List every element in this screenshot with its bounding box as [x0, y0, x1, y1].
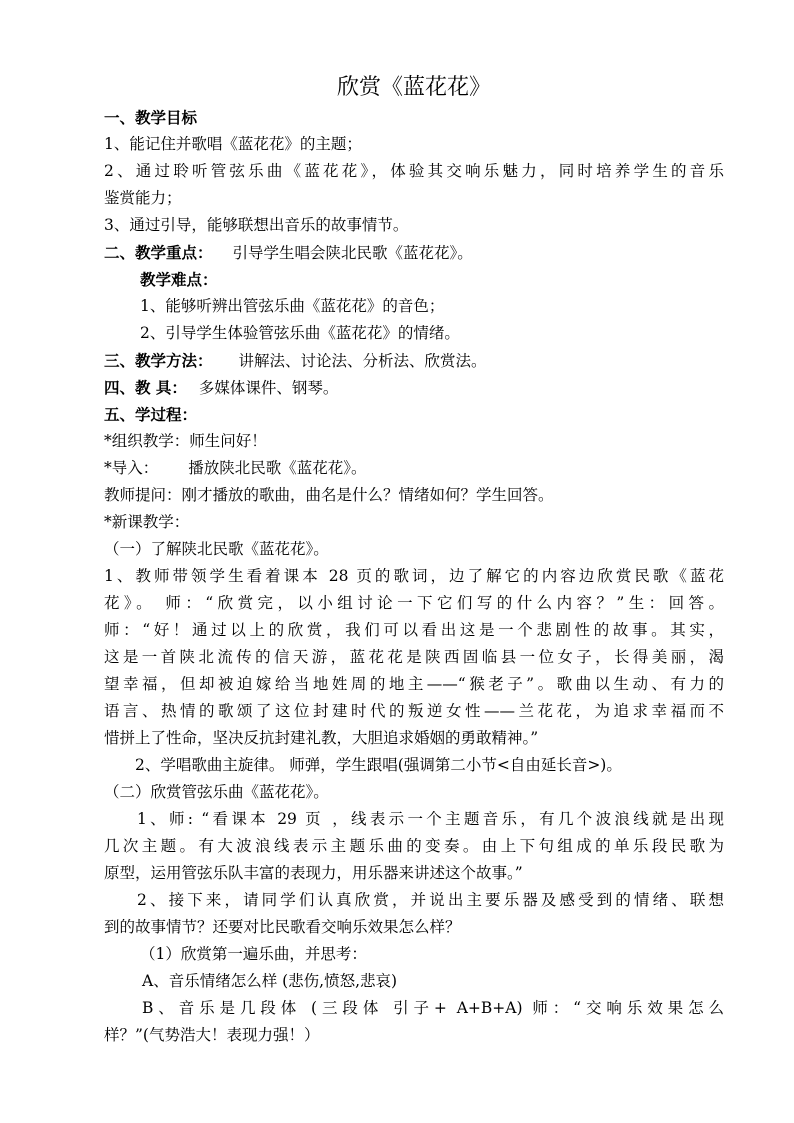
process-intro-line [104, 455, 724, 482]
section-heading-process: 五、学过程： [104, 405, 198, 424]
process-organize: *组织教学：师生问好！ [104, 432, 267, 450]
paragraph-line: 几次主题。有大波浪线表示主题乐曲的变奏。由上下句组成的单乐段民歌为 [104, 837, 724, 855]
subsection-orchestral: （二）欣赏管弦乐曲《蓝花花》。 [104, 783, 329, 801]
difficulty-item-1: 1、能够听辨出管弦乐曲《蓝花花》的音色； [140, 297, 445, 315]
sing-melody-item: 2、学唱歌曲主旋律。 师弹，学生跟唱(强调第二小节<自由延长音>)。 [135, 756, 622, 774]
document-page [104, 72, 724, 1049]
teaching-methods-line [104, 347, 724, 374]
document-title: 欣赏《蓝花花》 [336, 75, 491, 100]
paragraph-line: 惜拼上了性命，坚决反抗封建礼教，大胆追求婚姻的勇敢精神。” [104, 729, 539, 747]
paragraph-line: 语言、热情的歌颂了这位封建时代的叛逆女性——兰花花，为追求幸福而不 [104, 702, 724, 720]
paragraph-line: 2、接下来，请同学们认真欣赏，并说出主要乐器及感受到的情绪、联想 [137, 891, 724, 909]
paragraph-line: 师：“好！通过以上的欣赏，我们可以看出这是一个悲剧性的故事。其实， [104, 621, 724, 639]
question-a: A、音乐情绪怎么样 (悲伤,愤怒,悲哀) [142, 972, 398, 990]
objective-item-2: 2、通过聆听管弦乐曲《蓝花花》，体验其交响乐魅力，同时培养学生的音乐 [104, 162, 724, 180]
question-b: B、音乐是几段体 (三段体 引子+ A+B+A) 师：“交响乐效果怎么 [142, 999, 724, 1017]
teaching-methods-label: 三、教学方法： [104, 351, 213, 370]
paragraph-line: 1、师: “看课本 29 页 ，线表示一个主题音乐，有几个波浪线就是出现 [137, 810, 724, 828]
teaching-tools-label: 四、教 具： [104, 378, 187, 397]
process-new-lesson: *新课教学： [104, 513, 190, 531]
teacher-question: 教师提问：刚才播放的歌曲，曲名是什么？情绪如何？学生回答。 [104, 486, 554, 504]
key-points-label: 二、教学重点： [104, 243, 213, 262]
subsection-folk-song: （一）了解陕北民歌《蓝花花》。 [104, 540, 329, 558]
section-heading-objectives: 一、教学目标 [104, 108, 198, 127]
paragraph-line: 原型，运用管弦乐队丰富的表现力，用乐器来讲述这个故事。” [104, 864, 523, 882]
listening-task: （1）欣赏第一遍乐曲，并思考： [140, 945, 367, 963]
teaching-methods-text: 讲解法、讨论法、分析法、欣赏法。 [238, 352, 487, 370]
objective-item-1: 1、能记住并歌唱《蓝花花》的主题； [104, 135, 362, 153]
paragraph-line: 这是一首陕北流传的信天游，蓝花花是陕西固临县一位女子，长得美丽，渴 [104, 648, 724, 666]
process-intro-label: *导入： [104, 459, 159, 477]
paragraph-line: 花》。 师：“欣赏完，以小组讨论一下它们写的什么内容？”生：回答。 [104, 594, 724, 612]
process-intro-text: 播放陕北民歌《蓝花花》。 [188, 459, 367, 477]
key-points-text: 引导学生唱会陕北民歌《蓝花花》。 [232, 244, 473, 262]
paragraph-line: 到的故事情节？还要对比民歌看交响乐效果怎么样？ [104, 918, 461, 936]
paragraph-line: 望幸福，但却被迫嫁给当地姓周的地主——“猴老子”。歌曲以生动、有力的 [104, 675, 724, 693]
objective-item-2-continued: 鉴赏能力； [104, 189, 182, 207]
difficulties-heading: 教学难点： [140, 270, 218, 289]
teaching-tools-text: 多媒体课件、钢琴。 [198, 379, 339, 397]
key-points-line [104, 239, 724, 266]
question-b-continued: 样？”(气势浩大！表现力强！） [104, 1026, 320, 1044]
teaching-tools-line [104, 374, 724, 401]
difficulty-item-2: 2、引导学生体验管弦乐曲《蓝花花》的情绪。 [140, 324, 460, 342]
objective-item-3: 3、通过引导，能够联想出音乐的故事情节。 [104, 216, 409, 234]
paragraph-line: 1、教师带领学生看着课本 28 页的歌词，边了解它的内容边欣赏民歌《蓝花 [104, 567, 724, 585]
